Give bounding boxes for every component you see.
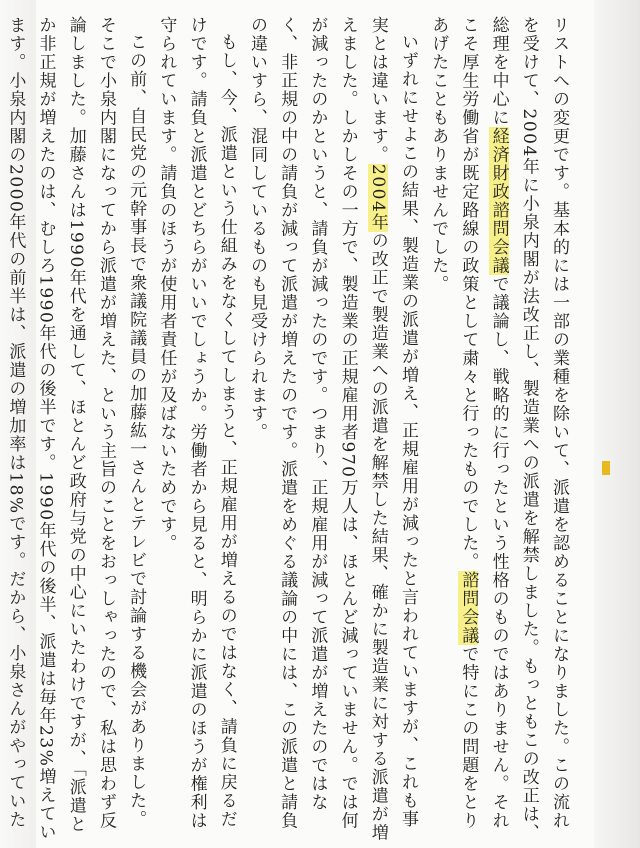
paragraph <box>0 16 151 846</box>
paragraph-text: リストへの変更です。基本的には一部の業種を除いて、派遣を認めることになりました。この流れを受けて、2004年に小泉内閣が法改正し、製造業への派遣を解禁しました。もっともこの改正は、総理を中心に <box>488 16 569 843</box>
paragraph <box>242 16 423 846</box>
paragraph <box>151 16 242 846</box>
paragraph-text: の改正で製造業への派遣を解禁した結果、確かに製造業に対する派遣が増えました。しかしその一方で、製造業の正規雇用者970万人は、ほとんど減っていません。では何が減ったのかというと、請負が減ったのです。つまり、正規雇用が減って派遣が増えたのではなく、非正規の中の請負が減って派遣が増えたのです。派遣をめぐる議論の中には、この派遣と請負の違いすら、混同しているものも見受けられます。 <box>246 16 388 843</box>
vertical-text-body <box>0 16 574 846</box>
highlighted-text: 経済財政諮問会議 <box>488 127 509 275</box>
page-gutter <box>594 0 640 848</box>
paragraph-text: で特にこの問題をとりあげたこともありませんでした。 <box>428 16 479 830</box>
highlighted-text: 2004年 <box>367 164 388 232</box>
paragraph-text: この前、自民党の元幹事長で衆議院議員の加藤紘一さんとテレビで討論する機会がありました。そこで小泉内閣になってから派遣が増えた、という主旨のことをおっしゃったので、私は思わず反論しました。加藤さんは1990年代を通して、ほとんど政府与党の中心にいたわけですが、「派遣とか非正規が増えたのは、むしろ1990年代の後半です。1990年代の後半、派遣は毎年23%増えています。小泉内閣の2000年代の前半は、派遣の増加率は18%です。だから、小泉さんがやっていた <box>5 16 147 842</box>
bookmark-marker[interactable] <box>602 461 610 475</box>
paragraph-text: で議論し、戦略的に行ったという性格のものではありません。それこそ厚生労働省が既定路線の政策として粛々と行ったものでした。 <box>458 16 509 830</box>
paragraph-text: いずれにせよこの結果、製造業の派遣が増え、正規雇用が減ったと言われていますが、これも事実とは違います。 <box>367 16 418 829</box>
highlighted-text: 諮問会議 <box>458 571 479 645</box>
paragraph-text: もし、今、派遣という仕組みをなくしてしまうと、正規雇用が増えるのではなく、請負に戻るだけです。請負と派遣とどちらがいいでしょうか。労働者から見ると、明らかに派遣のほうが権利は守られています。請負のほうが使用者責任が及ばないためです。 <box>156 16 237 830</box>
paragraph <box>423 16 574 846</box>
